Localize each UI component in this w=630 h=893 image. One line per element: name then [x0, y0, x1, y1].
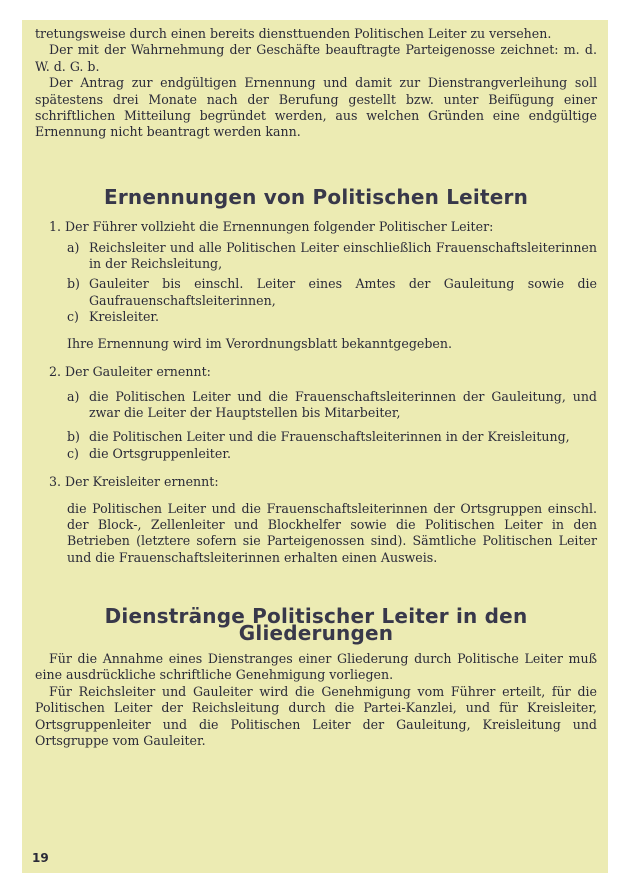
sub-item-label: c)	[67, 309, 79, 325]
sub-item-text: Gauleiter bis einschl. Leiter eines Amtes der Gauleitung sowie die Gaufrauenschaftsleiterinnen,	[89, 276, 597, 308]
sub-item-text: die Politischen Leiter und die Frauenschaftsleiterinnen in der Kreisleitung,	[89, 429, 570, 445]
list-item-3: 3. Der Kreisleiter ernennt:	[49, 474, 219, 490]
sub-item-label: a)	[67, 239, 80, 255]
intro-paragraph-3: Der Antrag zur endgültigen Ernennung und damit zur Dienstrangverleihung soll spätestens drei Monate nach der Berufung gestellt bzw. unter Beifügung einer schriftlichen Mitteilung begründet werden, aus welchen Gründen eine endgültige Ernennung nicht beantragt werden kann.	[35, 75, 597, 140]
sub-item-2a	[67, 389, 597, 422]
section2-paragraph-1: Für die Annahme eines Dienstranges einer Gliederung durch Politische Leiter muß eine ausdrückliche schriftliche Genehmigung vorliegen.	[35, 650, 597, 683]
sub-item-text: Reichsleiter und alle Politischen Leiter einschließlich Frauenschaftsleiterinnen in der Reichsleitung,	[89, 239, 597, 272]
page-number: 19	[32, 851, 49, 865]
sub-item-label: a)	[67, 388, 80, 404]
section-heading-ernennungen: Ernennungen von Politischen Leitern	[103, 184, 529, 209]
sub-item-text: Kreisleiter.	[89, 309, 160, 325]
sub-item-text: die Ortsgruppenleiter.	[89, 445, 231, 461]
page-content	[35, 26, 597, 749]
sub-item-2b	[67, 429, 597, 445]
sub-item-label: b)	[67, 276, 80, 292]
sub-item-text: die Politischen Leiter und die Frauenschaftsleiterinnen der Gauleitung, und zwar die Leiter der Hauptstellen bis Mitarbeiter,	[89, 388, 597, 420]
sub-item-label: b)	[67, 429, 80, 445]
list-item-2: 2. Der Gauleiter ernennt:	[49, 364, 211, 380]
sub-item-1b	[67, 276, 597, 309]
list-item-3-body: die Politischen Leiter und die Frauenschaftsleiterinnen der Ortsgruppen einschl. der Block-, Zellenleiter und Blockhelfer sowie die Politischen Leiter in den Betrieben (letztere sofern sie Parteigenossen sind). Sämtliche Politischen Leiter und die Frauenschaftsleiterinnen erhalten einen Ausweis.	[67, 500, 597, 565]
section-heading-dienstraenge: Dienstränge Politischer Leiter in den Gliederungen	[104, 604, 528, 645]
intro-paragraph-2: Der mit der Wahrnehmung der Geschäfte beauftragte Parteigenosse zeichnet: m. d. W. d. G. b.	[35, 42, 597, 74]
sub-item-1a	[67, 240, 597, 273]
list-item-1: 1. Der Führer vollzieht die Ernennungen folgender Politischer Leiter:	[49, 219, 494, 235]
section2-paragraph-2: Für Reichsleiter und Gauleiter wird die Genehmigung vom Führer erteilt, für die Politischen Leiter der Reichsleitung durch die Partei-Kanzlei, und für Kreisleiter, Ortsgruppenleiter und die Politischen Leiter der Gauleitung, Kreisleitung und Ortsgruppe vom Gauleiter.	[35, 683, 597, 748]
announcement-note: Ihre Ernennung wird im Verordnungsblatt bekanntgegeben.	[67, 335, 452, 351]
document-page	[22, 20, 608, 873]
sub-item-label: c)	[67, 445, 79, 461]
sub-item-2c	[67, 446, 597, 462]
intro-paragraph-1: tretungsweise durch einen bereits diensttuenden Politischen Leiter zu versehen.	[35, 26, 552, 41]
sub-item-1c	[67, 309, 597, 325]
